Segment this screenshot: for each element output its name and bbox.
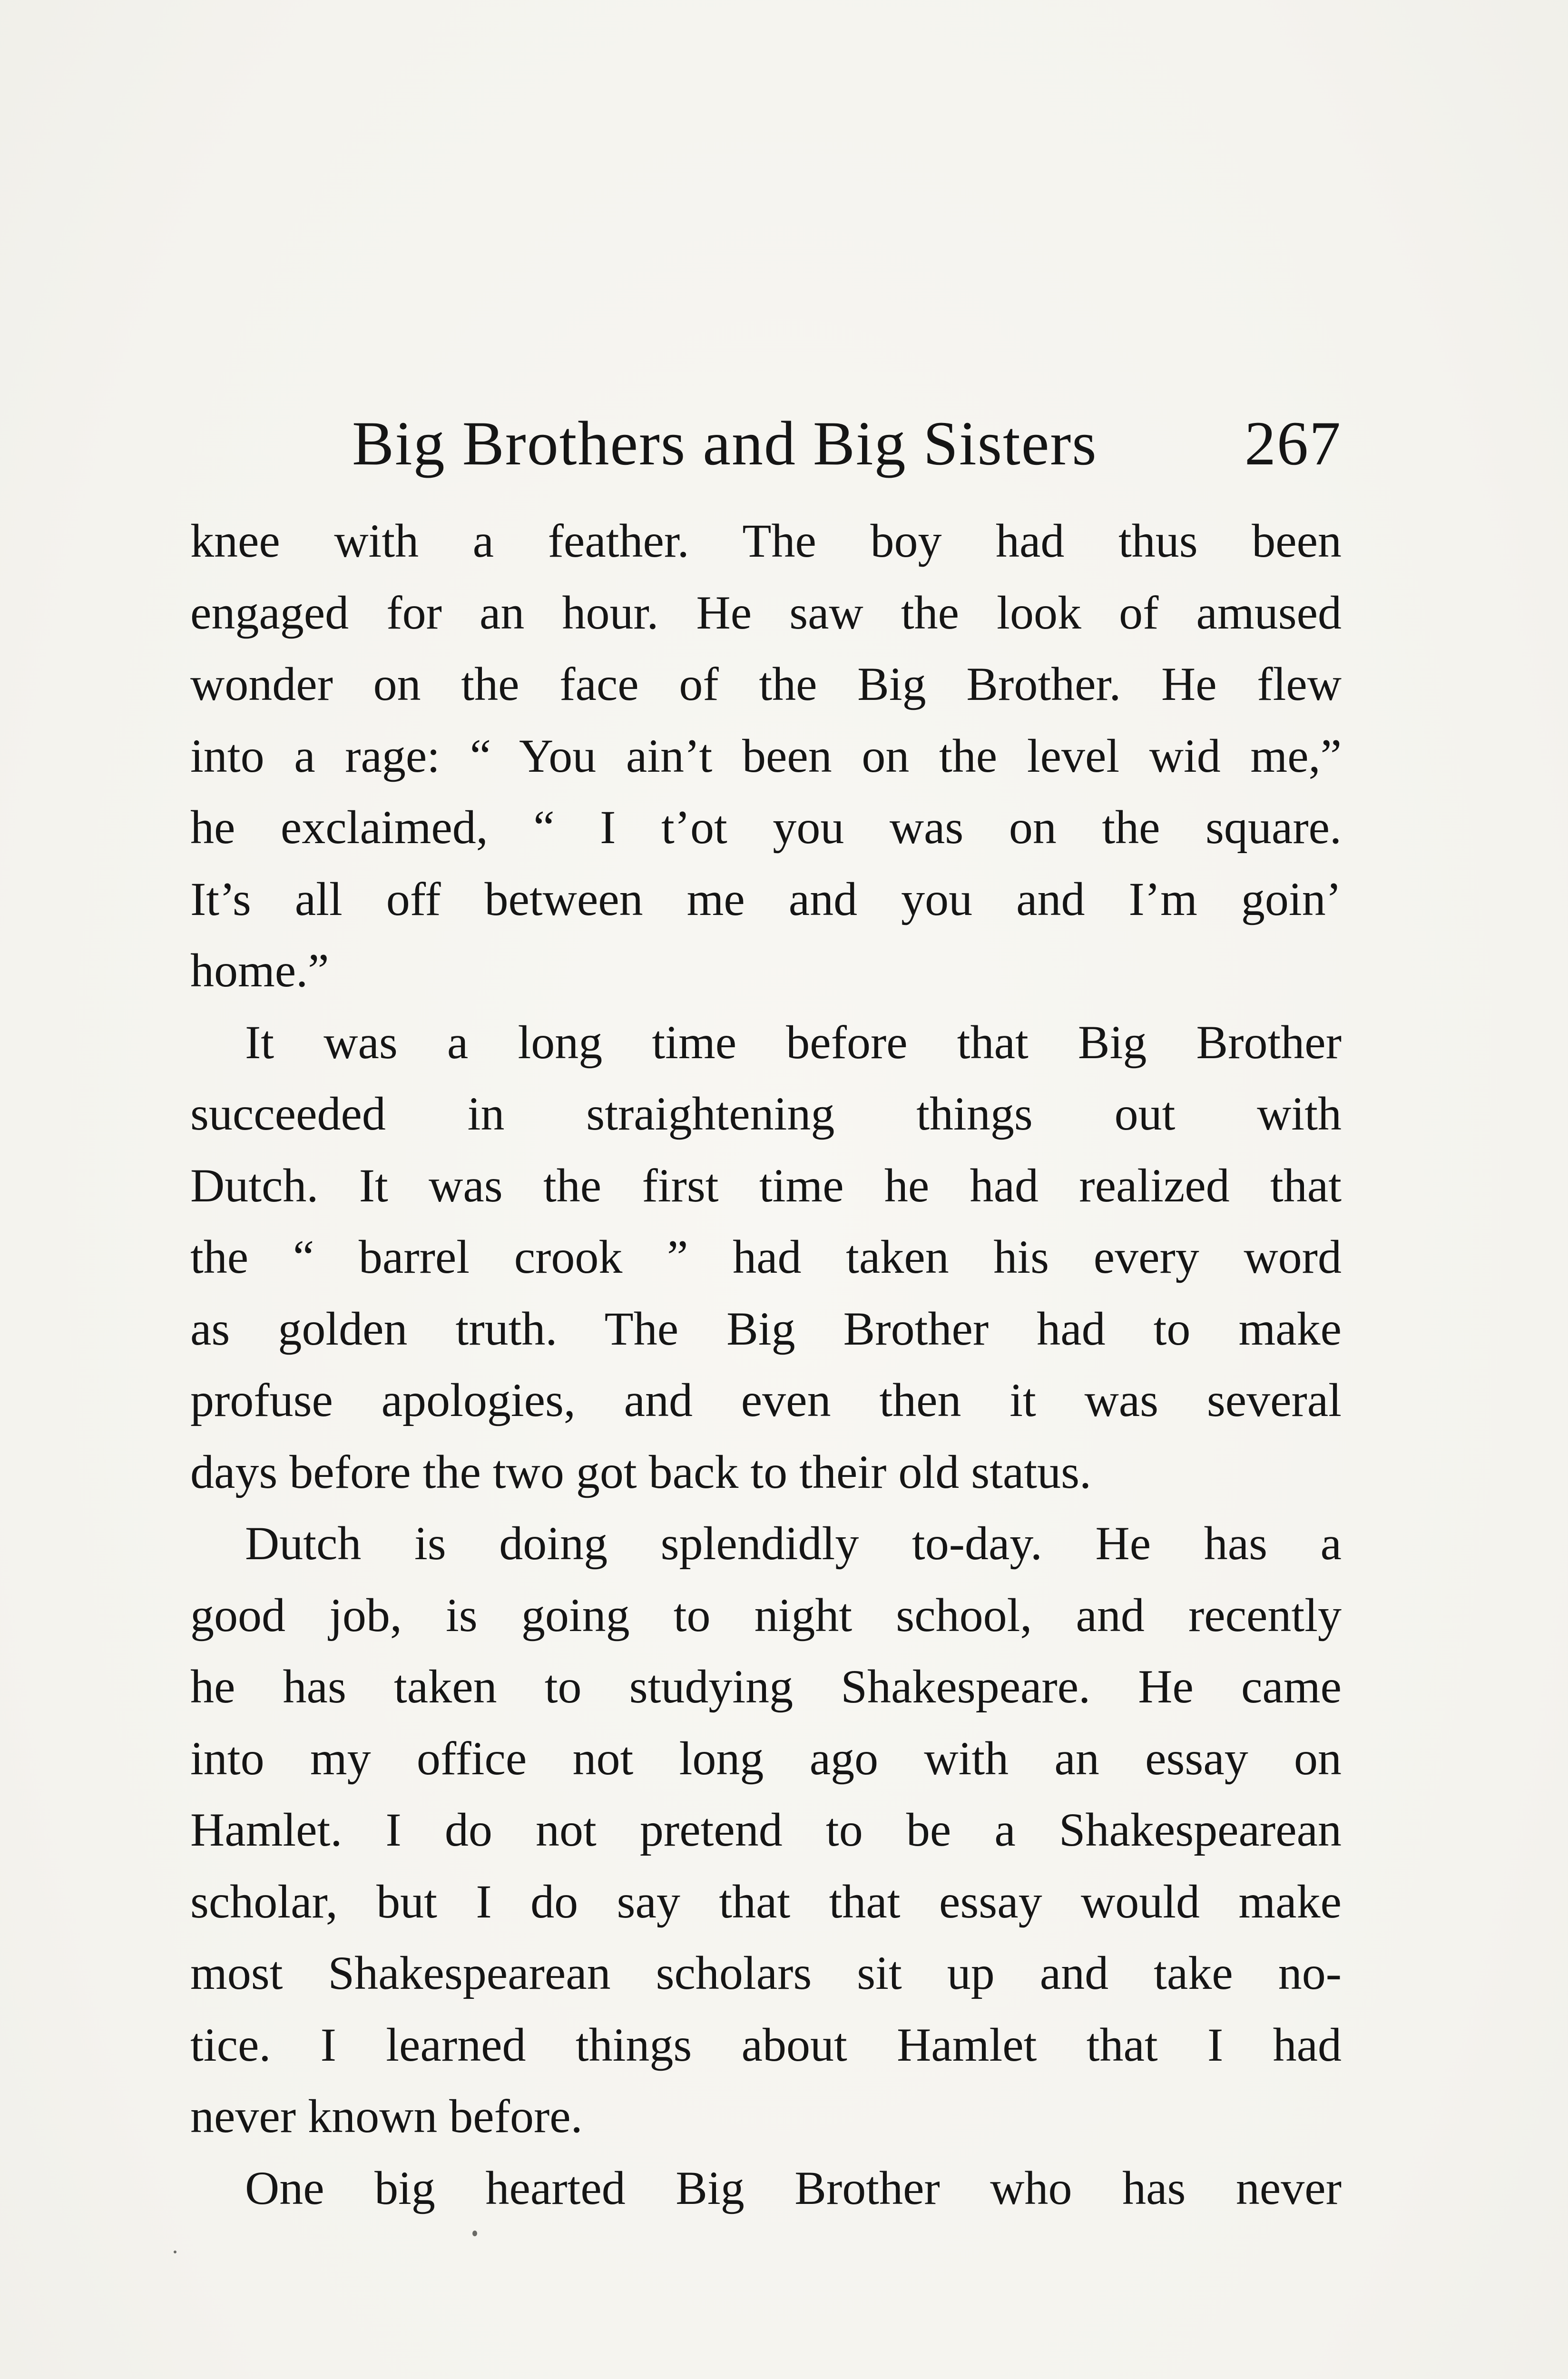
- page-number: 267: [1245, 408, 1342, 478]
- paper-speck: [472, 2231, 477, 2236]
- text-line: never known before.: [190, 2090, 583, 2143]
- text-line: Dutch. It was the first time he had realized that: [190, 1159, 1342, 1212]
- text-line: knee with a feather. The boy had thus been: [190, 514, 1342, 567]
- text-line: he has taken to studying Shakespeare. He came: [190, 1660, 1342, 1713]
- text-line: home.”: [190, 944, 329, 997]
- text-line: days before the two got back to their old status.: [190, 1445, 1091, 1498]
- text-line: he exclaimed, “ I t’ot you was on the square.: [190, 801, 1342, 854]
- text-line: wonder on the face of the Big Brother. He flew: [190, 658, 1342, 710]
- text-line: the “ barrel crook ” had taken his every word: [190, 1230, 1342, 1283]
- text-line: Dutch is doing splendidly to-day. He has a: [245, 1517, 1342, 1570]
- text-line: most Shakespearean scholars sit up and take no-: [190, 1946, 1342, 1999]
- body-text: [190, 505, 1342, 2224]
- text-line: as golden truth. The Big Brother had to make: [190, 1302, 1342, 1355]
- text-line: It was a long time before that Big Brother: [245, 1015, 1342, 1069]
- text-line: engaged for an hour. He saw the look of amused: [190, 586, 1342, 639]
- text-line: into my office not long ago with an essay on: [190, 1731, 1342, 1785]
- text-line: good job, is going to night school, and recently: [190, 1588, 1342, 1642]
- text-line: One big hearted Big Brother who has never: [245, 2161, 1342, 2214]
- text-line: scholar, but I do say that that essay would make: [190, 1875, 1342, 1928]
- running-head: [190, 405, 1342, 482]
- text-line: It’s all off between me and you and I’m goin’: [190, 872, 1342, 925]
- text-line: profuse apologies, and even then it was several: [190, 1374, 1342, 1426]
- text-line: tice. I learned things about Hamlet that I had: [190, 2018, 1342, 2071]
- text-line: Hamlet. I do not pretend to be a Shakespearean: [190, 1803, 1342, 1856]
- text-line: succeeded in straightening things out with: [190, 1087, 1342, 1140]
- paper-speck: [174, 2251, 176, 2253]
- running-head-title: Big Brothers and Big Sisters: [352, 408, 1098, 478]
- text-line: into a rage: “ You ain’t been on the level wid me,”: [190, 729, 1342, 782]
